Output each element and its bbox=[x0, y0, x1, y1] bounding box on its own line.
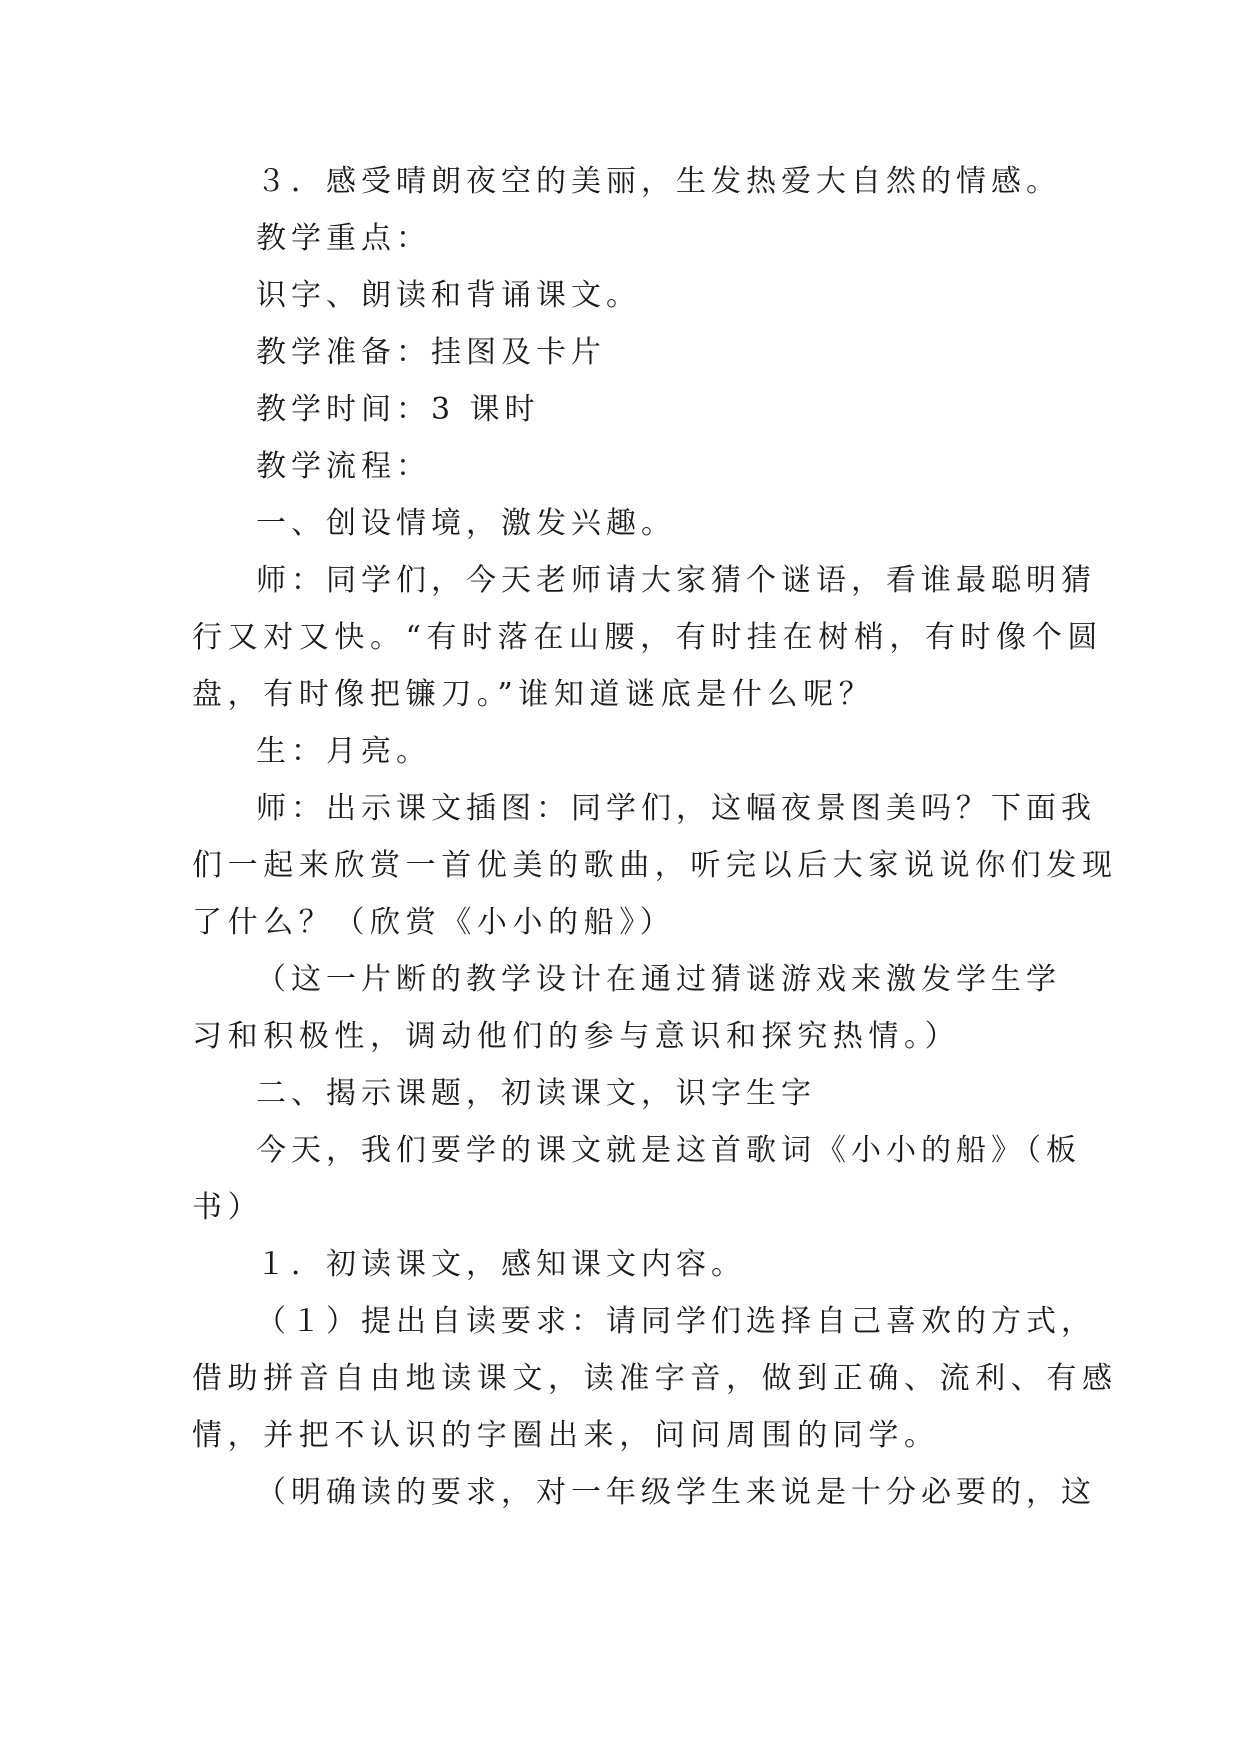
paragraph-line: 们一起来欣赏一首优美的歌曲，听完以后大家说说你们发现 bbox=[192, 848, 1118, 883]
paragraph-line: 了什么？（欣赏《小小的船》） bbox=[192, 905, 676, 940]
paragraph-line: 情，并把不认识的字圈出来，问问周围的同学。 bbox=[192, 1418, 940, 1453]
paragraph-line: 今天，我们要学的课文就是这首歌词《小小的船》（板 bbox=[256, 1133, 1081, 1168]
objective-3-line: ３．感受晴朗夜空的美丽，生发热爱大自然的情感。 bbox=[256, 164, 1061, 199]
paragraph-line: 师：同学们，今天老师请大家猜个谜语，看谁最聪明猜 bbox=[256, 563, 1096, 598]
design-note-line: （明确读的要求，对一年级学生来说是十分必要的，这 bbox=[256, 1475, 1096, 1510]
teaching-time-line: 教学时间：3 课时 bbox=[256, 392, 540, 427]
section-2-heading: 二、揭示课题，初读课文，识字生字 bbox=[256, 1076, 816, 1111]
paragraph-line: 书） bbox=[192, 1190, 264, 1225]
student-answer-line: 生：月亮。 bbox=[256, 734, 431, 769]
teaching-focus-text: 识字、朗读和背诵课文。 bbox=[256, 278, 641, 313]
design-note-line: （这一片断的教学设计在通过猜谜游戏来激发学生学 bbox=[256, 962, 1061, 997]
paragraph-line: （１）提出自读要求：请同学们选择自己喜欢的方式， bbox=[256, 1304, 1096, 1339]
section-1-heading: 一、创设情境，激发兴趣。 bbox=[256, 506, 676, 541]
paragraph-line: 行又对又快。“有时落在山腰，有时挂在树梢，有时像个圆 bbox=[192, 620, 1103, 655]
design-note-line: 习和积极性，调动他们的参与意识和探究热情。） bbox=[192, 1019, 961, 1054]
teaching-process-heading: 教学流程： bbox=[256, 449, 431, 484]
paragraph-line: 师：出示课文插图：同学们，这幅夜景图美吗？下面我 bbox=[256, 791, 1096, 826]
paragraph-line: 借助拼音自由地读课文，读准字音，做到正确、流利、有感 bbox=[192, 1361, 1118, 1396]
paragraph-line: 盘，有时像把镰刀。”谁知道谜底是什么呢？ bbox=[192, 677, 875, 712]
step-1-heading: １．初读课文，感知课文内容。 bbox=[256, 1247, 746, 1282]
teaching-preparation-line: 教学准备：挂图及卡片 bbox=[256, 335, 606, 370]
teaching-focus-heading: 教学重点： bbox=[256, 221, 431, 256]
